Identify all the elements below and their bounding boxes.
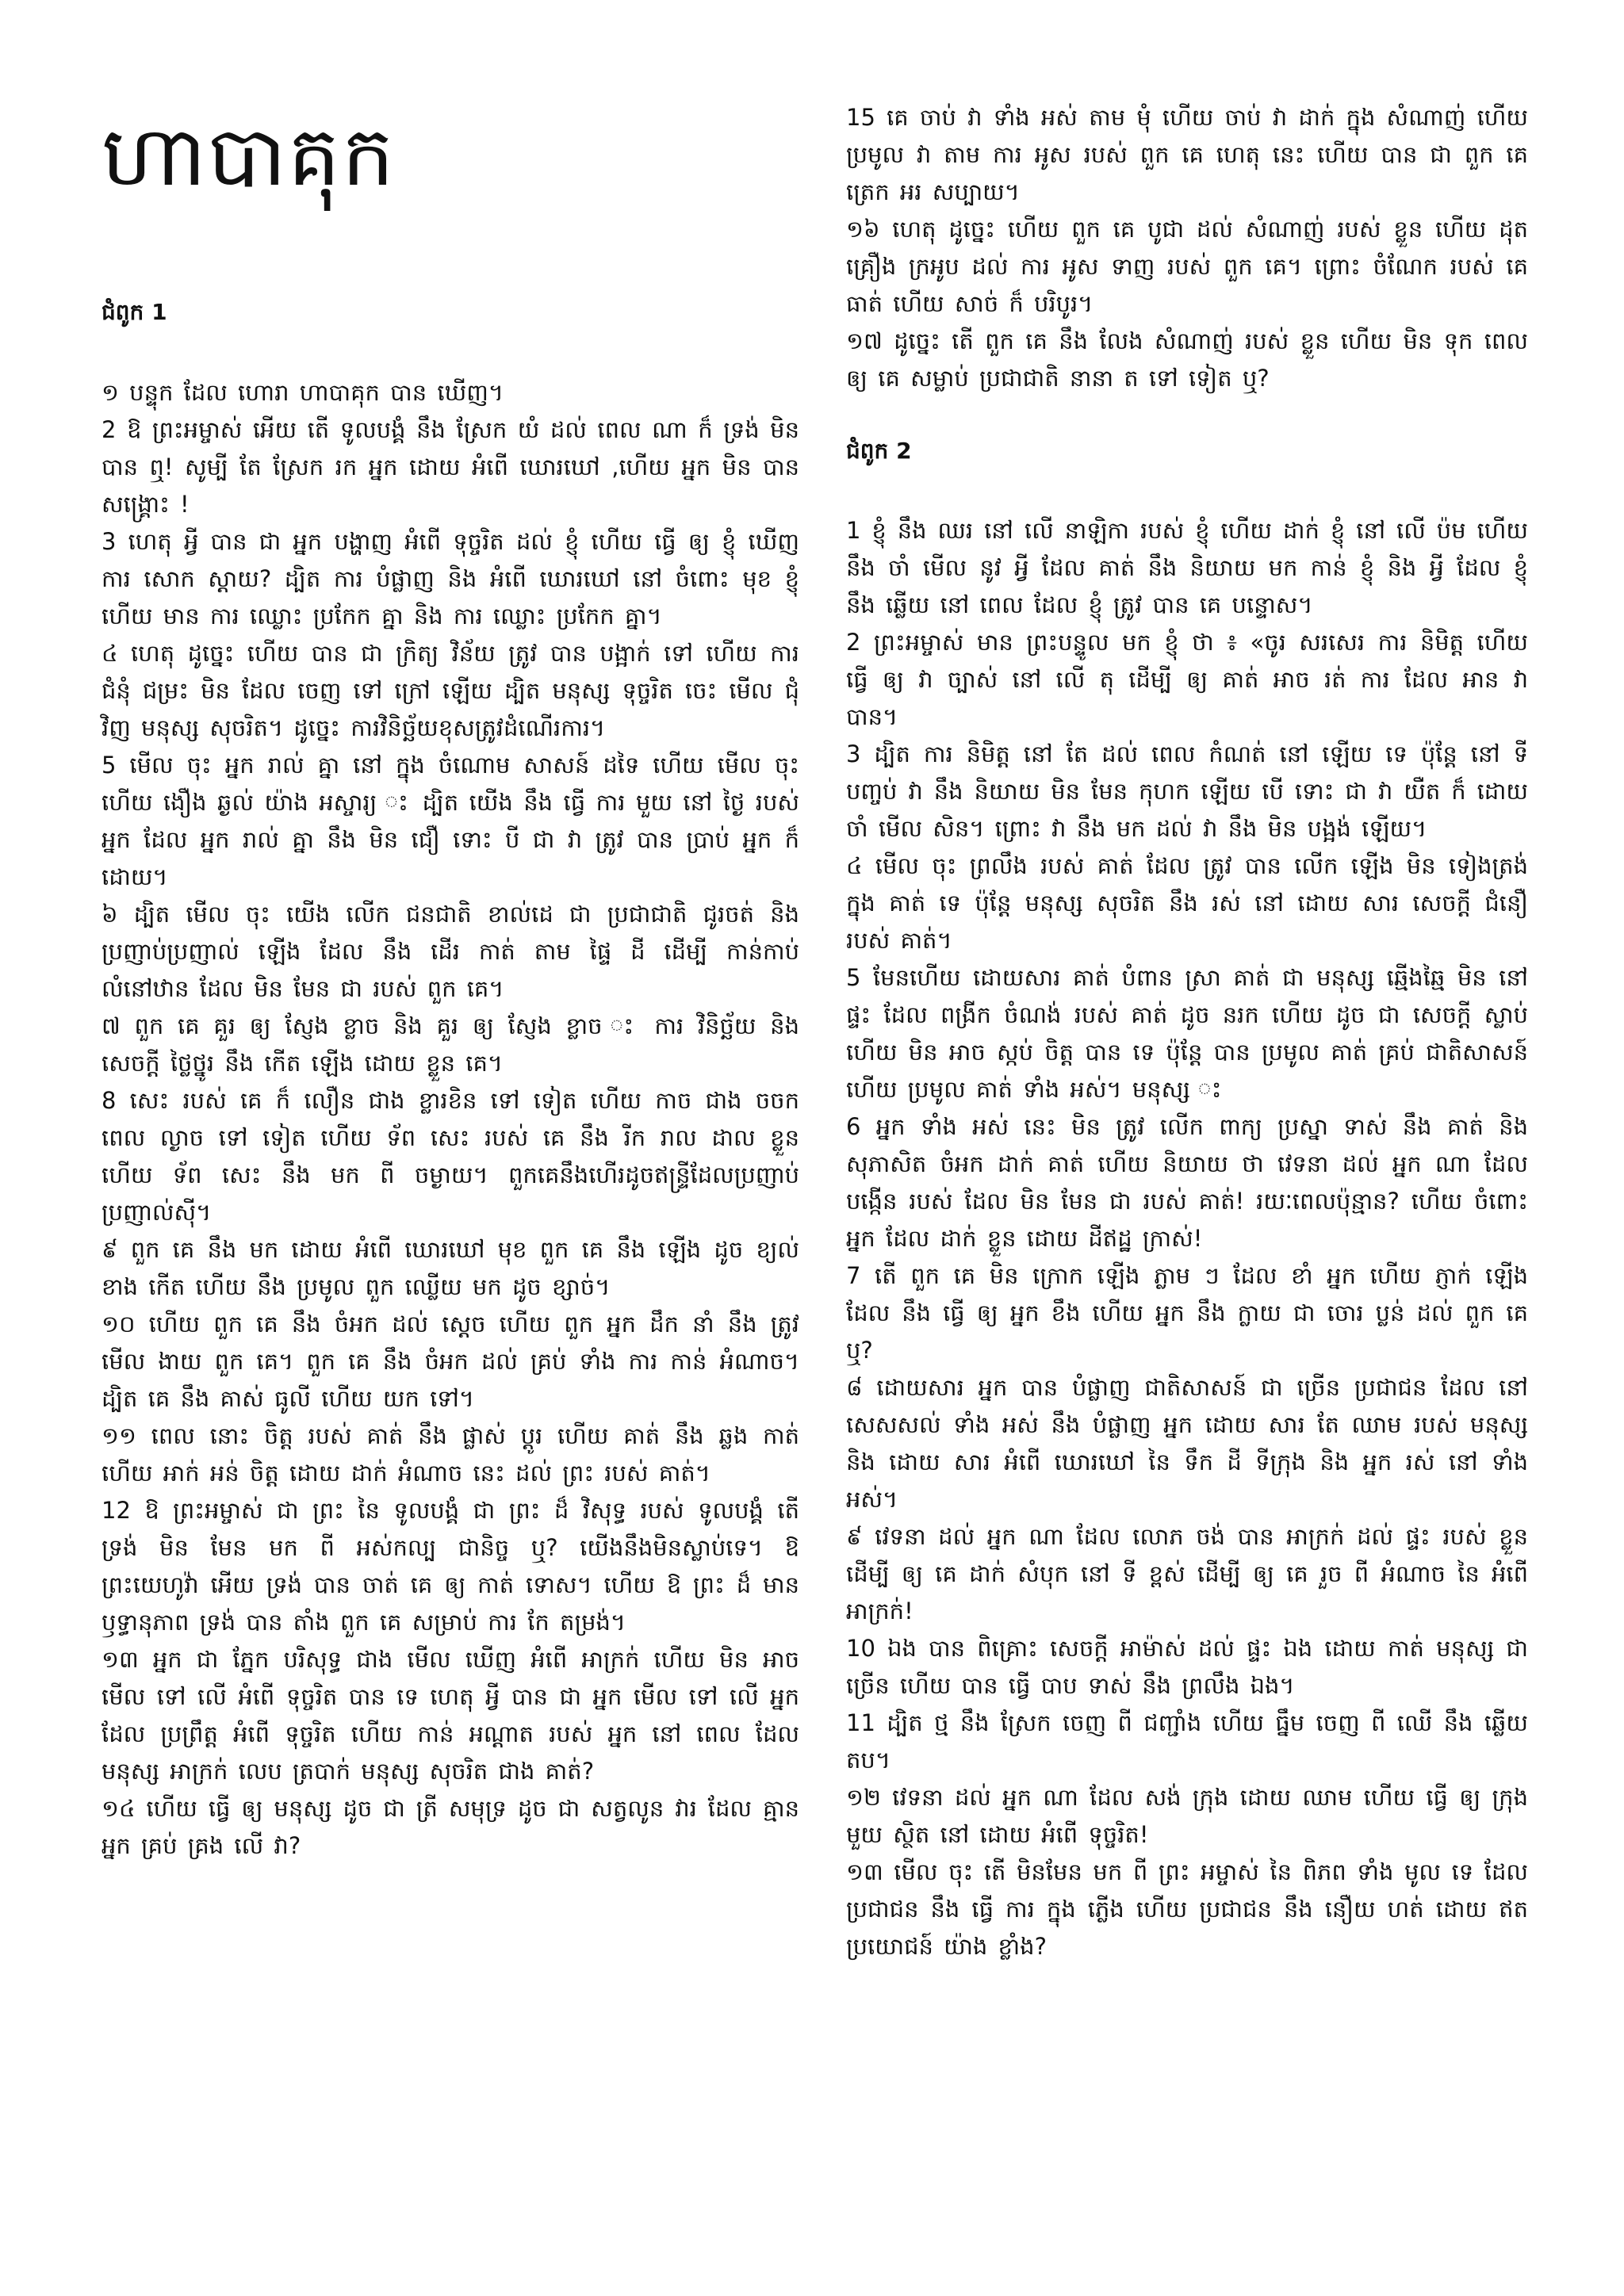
verse-1-3: 3 ហេតុ អ្វី បាន ជា អ្នក បង្ហាញ អំពើ ទុច្ចរិត ដល់ ខ្ញុំ ហើយ ធ្វើ ឲ្យ ខ្ញុំ ឃើញ ការ សោក ស្ដាយ? ដ្បិត ការ បំផ្លាញ និង អំពើ ឃោរឃៅ នៅ ចំពោះ មុខ ខ្ញុំ ហើយ មាន ការ ឈ្លោះ ប្រកែក គ្នា និង ការ ឈ្លោះ ប្រកែក គ្នា។ [102, 527, 799, 629]
verse-2-2: 2 ព្រះអម្ចាស់ មាន ព្រះបន្ទូល មក ខ្ញុំ ថា ៖ «ចូរ សរសេរ ការ និមិត្ត ហើយ ធ្វើ ឲ្យ វា ច្បាស់ នៅ លើ តុ ដើម្បី ឲ្យ គាត់ អាច រត់ ការ ដែល អាន វា បាន។ [846, 629, 1528, 731]
chapter-1-heading: ជំពូក 1 [102, 299, 167, 326]
verse-1-14: ១៤ ហើយ ធ្វើ ឲ្យ មនុស្ស ដូច ជា ត្រី សមុទ្រ ដូច ជា សត្វលូន វារ ដែល គ្មាន អ្នក គ្រប់ គ្រង លើ វា? [102, 1794, 799, 1859]
verse-2-9: ៩ វេទនា ដល់ អ្នក ណា ដែល លោភ ចង់ បាន អាក្រក់ ដល់ ផ្ទះ របស់ ខ្លួន ដើម្បី ឲ្យ គេ ដាក់ សំបុក នៅ ទី ខ្ពស់ ដើម្បី ឲ្យ គេ រួច ពី អំណាច នៃ អំពើ អាក្រក់! [846, 1523, 1528, 1625]
verse-1-13: ១៣ អ្នក ជា ភ្នែក បរិសុទ្ធ ជាង មើល ឃើញ អំពើ អាក្រក់ ហើយ មិន អាច មើល ទៅ លើ អំពើ ទុច្ចរិត បាន ទេ ហេតុ អ្វី បាន ជា អ្នក មើល ទៅ លើ អ្នក ដែល ប្រព្រឹត្ត អំពើ ទុច្ចរិត ហើយ កាន់ អណ្ដាត របស់ អ្នក នៅ ពេល ដែល មនុស្ស អាក្រក់ លេប ត្របាក់ មនុស្ស សុចរិត ជាង គាត់? [102, 1645, 799, 1785]
verse-1-5: 5 មើល ចុះ អ្នក រាល់ គ្នា នៅ ក្នុង ចំណោម សាសន៍ ដទៃ ហើយ មើល ចុះ ហើយ ងឿង ឆ្ងល់ យ៉ាង អស្ចារ្យ ះ ដ្បិត យើង នឹង ធ្វើ ការ មួយ នៅ ថ្ងៃ របស់ អ្នក ដែល អ្នក រាល់ គ្នា នឹង មិន ជឿ ទោះ បី ជា វា ត្រូវ បាន ប្រាប់ អ្នក ក៏ ដោយ។ [102, 751, 799, 890]
verse-2-3: 3 ដ្បិត ការ និមិត្ត នៅ តែ ដល់ ពេល កំណត់ នៅ ឡើយ ទេ ប៉ុន្តែ នៅ ទី បញ្ចប់ វា នឹង និយាយ មិន មែន កុហក ឡើយ បើ ទោះ ជា វា យឺត ក៏ ដោយ ចាំ មើល សិន។ ព្រោះ វា នឹង មក ដល់ វា នឹង មិន បង្អង់ ឡើយ។ [846, 740, 1528, 843]
verse-1-6: ៦ ដ្បិត មើល ចុះ យើង លើក ជនជាតិ ខាល់ដេ ជា ប្រជាជាតិ ជូរចត់ និង ប្រញាប់ប្រញាល់ ឡើង ដែល នឹង ដើរ កាត់ តាម ផ្ទៃ ដី ដើម្បី កាន់កាប់ លំនៅឋាន ដែល មិន មែន ជា របស់ ពួក គេ។ [102, 900, 799, 1002]
verse-1-16: ១៦ ហេតុ ដូច្នេះ ហើយ ពួក គេ បូជា ដល់ សំណាញ់ របស់ ខ្លួន ហើយ ដុត គ្រឿង ក្រអូប ដល់ ការ អូស ទាញ របស់ ពួក គេ។ ព្រោះ ចំណែក របស់ គេ ធាត់ ហើយ សាច់ ក៏ បរិបូរ។ [846, 216, 1528, 317]
right-column [846, 99, 1528, 1965]
verse-2-5: 5 មែនហើយ ដោយសារ គាត់ បំពាន ស្រា គាត់ ជា មនុស្ស ឆ្មើងឆ្មៃ មិន នៅ ផ្ទះ ដែល ពង្រីក ចំណង់ របស់ គាត់ ដូច នរក ហើយ ដូច ជា សេចក្ដី ស្លាប់ ហើយ មិន អាច ស្កប់ ចិត្ត បាន ទេ ប៉ុន្តែ បាន ប្រមូល គាត់ គ្រប់ ជាតិសាសន៍ ហើយ ប្រមូល គាត់ ទាំង អស់។ មនុស្ស ះ [846, 964, 1528, 1104]
verse-1-10: ១០ ហើយ ពួក គេ នឹង ចំអក ដល់ ស្ដេច ហើយ ពួក អ្នក ដឹក នាំ នឹង ត្រូវ មើល ងាយ ពួក គេ។ ពួក គេ នឹង ចំអក ដល់ គ្រប់ ទាំង ការ កាន់ អំណាច។ ដ្បិត គេ នឹង គាស់ ធូលី ហើយ យក ទៅ។ [102, 1310, 799, 1412]
verse-2-7: 7 តើ ពួក គេ មិន ក្រោក ឡើង ភ្លាម ៗ ដែល ខាំ អ្នក ហើយ ភ្ញាក់ ឡើង ដែល នឹង ធ្វើ ឲ្យ អ្នក ខឹង ហើយ អ្នក នឹង ក្លាយ ជា ចោរ ប្លន់ ដល់ ពួក គេ ឬ? [846, 1262, 1528, 1364]
left-column [102, 108, 799, 1865]
verse-1-17: ១៧ ដូច្នេះ តើ ពួក គេ នឹង លែង សំណាញ់ របស់ ខ្លួន ហើយ មិន ទុក ពេល ឲ្យ គេ សម្លាប់ ប្រជាជាតិ នានា ត ទៅ ទៀត ឬ? [846, 327, 1528, 392]
verse-2-11: 11 ដ្បិត ថ្ម នឹង ស្រែក ចេញ ពី ជញ្ជាំង ហើយ ធ្នឹម ចេញ ពី ឈើ នឹង ឆ្លើយ តប។ [846, 1709, 1528, 1774]
verse-1-9: ៩ ពួក គេ នឹង មក ដោយ អំពើ ឃោរឃៅ មុខ ពួក គេ នឹង ឡើង ដូច ខ្យល់ ខាង កើត ហើយ នឹង ប្រមូល ពួក ឈ្លើយ មក ដូច ខ្សាច់។ [102, 1235, 799, 1300]
verse-1-2: 2 ឱ ព្រះអម្ចាស់ អើយ តើ ទូលបង្គំ នឹង ស្រែក យំ ដល់ ពេល ណា ក៏ ទ្រង់ មិន បាន ឮ! សូម្បី តែ ស្រែក រក អ្នក ដោយ អំពើ ឃោរឃៅ ,ហើយ អ្នក មិន បាន សង្គ្រោះ ! [102, 415, 799, 518]
chapter-2-heading: ជំពូក 2 [846, 438, 912, 464]
verse-1-4: ៤ ហេតុ ដូច្នេះ ហើយ បាន ជា ក្រិត្យ វិន័យ ត្រូវ បាន បង្អាក់ ទៅ ហើយ ការ ជំនុំ ជម្រះ មិន ដែល ចេញ ទៅ ក្រៅ ឡើយ ដ្បិត មនុស្ស ទុច្ចរិត ចេះ មើល ជុំវិញ មនុស្ស សុចរិត។ ដូច្នេះ ការវិនិច្ឆ័យខុសត្រូវដំណើរការ។ [102, 639, 799, 741]
verse-2-4: ៤ មើល ចុះ ព្រលឹង របស់ គាត់ ដែល ត្រូវ បាន លើក ឡើង មិន ទៀងត្រង់ ក្នុង គាត់ ទេ ប៉ុន្តែ មនុស្ស សុចរិត នឹង រស់ នៅ ដោយ សារ សេចក្ដី ជំនឿ របស់ គាត់។ [846, 852, 1528, 955]
verse-1-7: ៧ ពួក គេ គួរ ឲ្យ ស្ញែង ខ្លាច និង គួរ ឲ្យ ស្ញែង ខ្លាច ះ ការ វិនិច្ឆ័យ និង សេចក្ដី ថ្លៃថ្នូរ នឹង កើត ឡើង ដោយ ខ្លួន គេ។ [102, 1012, 799, 1077]
verse-2-12: ១២ វេទនា ដល់ អ្នក ណា ដែល សង់ ក្រុង ដោយ ឈាម ហើយ ធ្វើ ឲ្យ ក្រុង មួយ ស្ថិត នៅ ដោយ អំពើ ទុច្ចរិត! [846, 1784, 1528, 1849]
book-title: ហាបាគុក [102, 108, 396, 205]
verse-2-13: ១៣ មើល ចុះ តើ មិនមែន មក ពី ព្រះ អម្ចាស់ នៃ ពិភព ទាំង មូល ទេ ដែល ប្រជាជន នឹង ធ្វើ ការ ក្នុង ភ្លើង ហើយ ប្រជាជន នឹង នឿយ ហត់ ដោយ ឥត ប្រយោជន៍ យ៉ាង ខ្លាំង? [846, 1858, 1528, 1961]
verse-2-6: 6 អ្នក ទាំង អស់ នេះ មិន ត្រូវ លើក ពាក្យ ប្រស្នា ទាស់ នឹង គាត់ និង សុភាសិត ចំអក ដាក់ គាត់ ហើយ និយាយ ថា វេទនា ដល់ អ្នក ណា ដែល បង្កើន របស់ ដែល មិន មែន ជា របស់ គាត់! រយៈពេលប៉ុន្មាន? ហើយ ចំពោះ អ្នក ដែល ដាក់ ខ្លួន ដោយ ដីឥដ្ឋ ក្រាស់! [846, 1113, 1528, 1253]
verse-2-1: 1 ខ្ញុំ នឹង ឈរ នៅ លើ នាឡិកា របស់ ខ្ញុំ ហើយ ដាក់ ខ្ញុំ នៅ លើ ប៉ម ហើយ នឹង ចាំ មើល នូវ អ្វី ដែល គាត់ នឹង និយាយ មក កាន់ ខ្ញុំ និង អ្វី ដែល ខ្ញុំ នឹង ឆ្លើយ នៅ ពេល ដែល ខ្ញុំ ត្រូវ បាន គេ បន្ទោស។ [846, 517, 1528, 619]
verse-2-10: 10 ឯង បាន ពិគ្រោះ សេចក្ដី អាម៉ាស់ ដល់ ផ្ទះ ឯង ដោយ កាត់ មនុស្ស ជា ច្រើន ហើយ បាន ធ្វើ បាប ទាស់ នឹង ព្រលឹង ឯង។ [846, 1635, 1528, 1700]
verse-1-12: 12 ឱ ព្រះអម្ចាស់ ជា ព្រះ នៃ ទូលបង្គំ ជា ព្រះ ដ៏ វិសុទ្ធ របស់ ទូលបង្គំ តើ ទ្រង់ មិន មែន មក ពី អស់កល្ប ជានិច្ច ឬ? យើងនឹងមិនស្លាប់ទេ។ ឱ ព្រះយេហូវ៉ា អើយ ទ្រង់ បាន ចាត់ គេ ឲ្យ កាត់ ទោស។ ហើយ ឱ ព្រះ ដ៏ មាន ឫទ្ធានុភាព ទ្រង់ បាន តាំង ពួក គេ សម្រាប់ ការ កែ តម្រង់។ [102, 1496, 799, 1636]
verse-2-8: ៨ ដោយសារ អ្នក បាន បំផ្លាញ ជាតិសាសន៍ ជា ច្រើន ប្រជាជន ដែល នៅ សេសសល់ ទាំង អស់ នឹង បំផ្លាញ អ្នក ដោយ សារ តែ ឈាម របស់ មនុស្ស និង ដោយ សារ អំពើ ឃោរឃៅ នៃ ទឹក ដី ទីក្រុង និង អ្នក រស់ នៅ ទាំង អស់។ [846, 1374, 1528, 1513]
verse-1-11: ១១ ពេល នោះ ចិត្ត របស់ គាត់ នឹង ផ្លាស់ ប្ដូរ ហើយ គាត់ នឹង ឆ្លង កាត់ ហើយ អាក់ អន់ ចិត្ត ដោយ ដាក់ អំណាច នេះ ដល់ ព្រះ របស់ គាត់។ [102, 1422, 799, 1487]
verse-1-8: 8 សេះ របស់ គេ ក៏ លឿន ជាង ខ្លារខិន ទៅ ទៀត ហើយ កាច ជាង ចចក ពេល ល្ងាច ទៅ ទៀត ហើយ ទ័ព សេះ របស់ គេ នឹង រីក រាល ដាល ខ្លួន ហើយ ទ័ព សេះ នឹង មក ពី ចម្ងាយ។ ពួកគេនឹងហើរដូចឥន្ទ្រីដែលប្រញាប់ប្រញាល់ស៊ី។ [102, 1086, 799, 1226]
verse-1-15: 15 គេ ចាប់ វា ទាំង អស់ តាម មុំ ហើយ ចាប់ វា ដាក់ ក្នុង សំណាញ់ ហើយ ប្រមូល វា តាម ការ អូស របស់ ពួក គេ ហេតុ នេះ ហើយ បាន ជា ពួក គេ ត្រេក អរ សប្បាយ។ [846, 104, 1528, 205]
verse-1-1: ១ បន្ទុក ដែល ហោរា ហាបាគុក បាន ឃើញ។ [102, 378, 504, 406]
